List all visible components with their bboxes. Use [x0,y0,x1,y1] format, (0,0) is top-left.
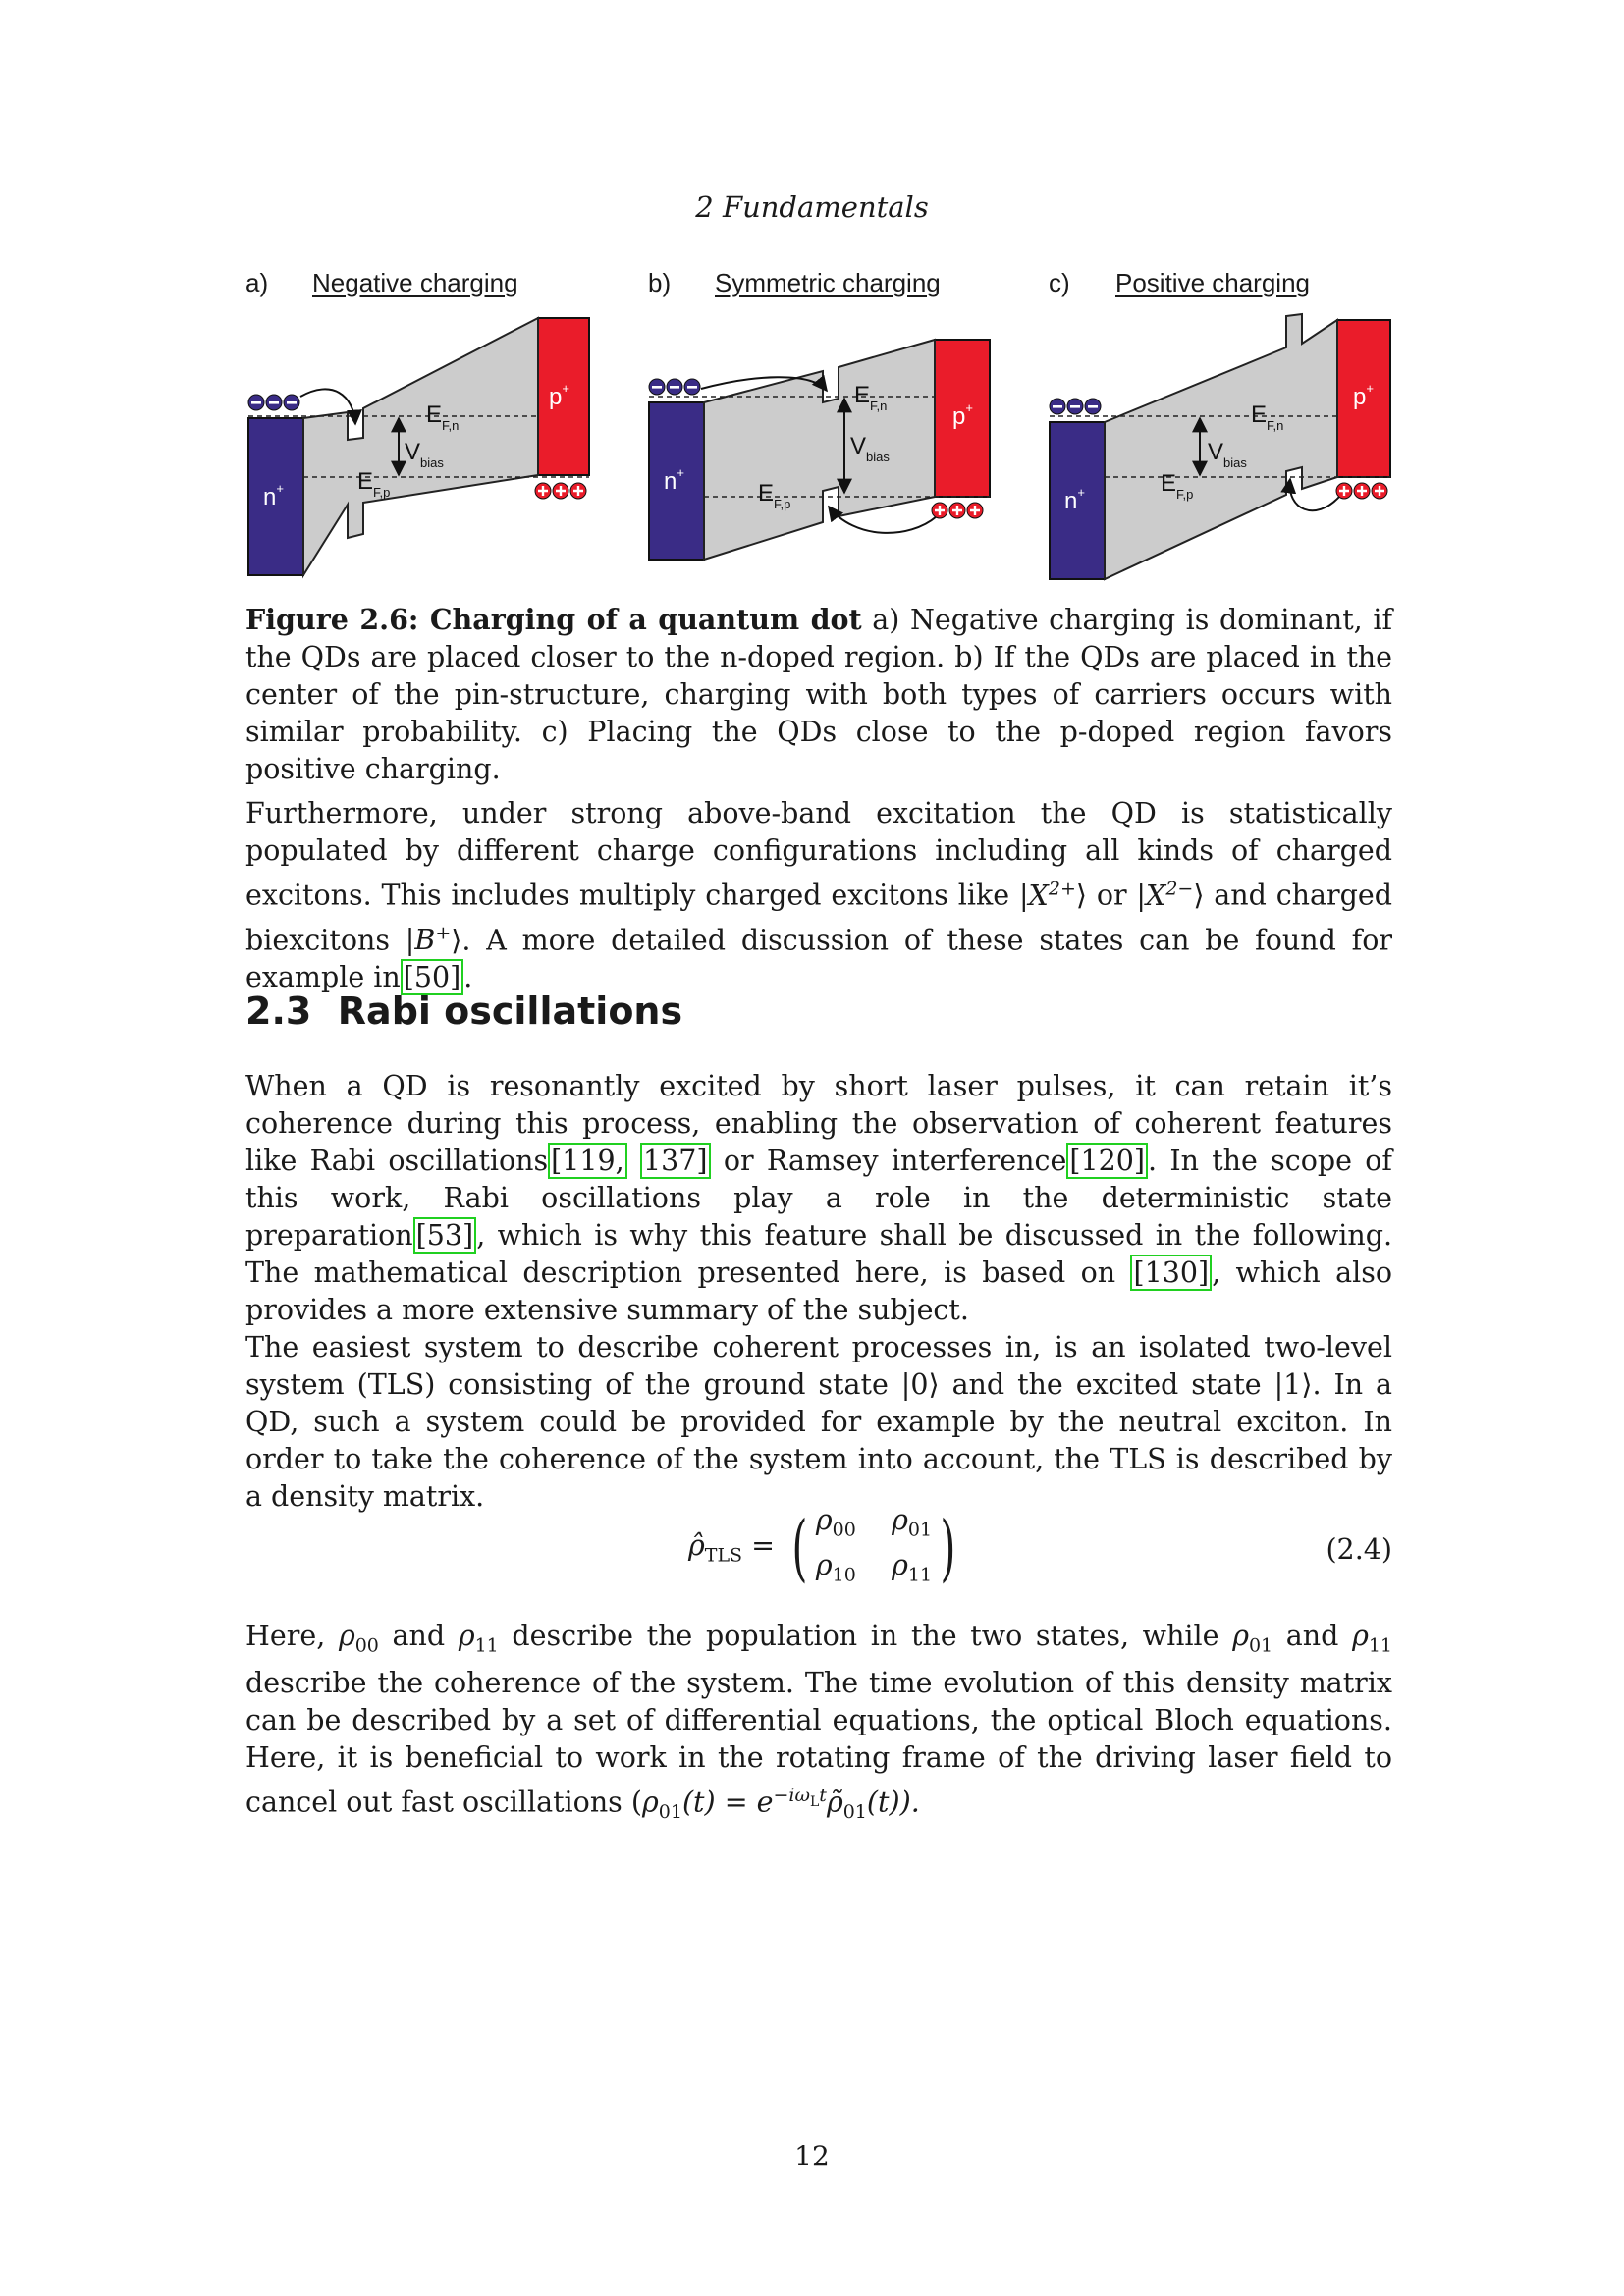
efp-label: $E_{F,p}$ [1161,470,1194,502]
band-diagram-negative [244,312,597,583]
panel-b-title: Symmetric charging [715,268,941,297]
holes [535,483,586,499]
paragraph-two-level-system: The easiest system to describe coherent processes in, is an isolated two-level system (TLS) consisting of the ground state |0⟩ and the excited state |1⟩. In a QD, such a system could be provided for example by the neutral exciton. In order to take the coherence of the system into account, the TLS is described by a density matrix. [245,1331,1392,1513]
equation-number: (2.4) [1326,1533,1392,1566]
n-plus-label: n+ [664,465,684,495]
panel-a-title: Negative charging [312,268,518,297]
panel-c-title: Positive charging [1115,268,1310,297]
citation-50[interactable]: [50] [401,959,464,995]
caption-label: Figure 2.6: Charging of a quantum dot [245,603,862,636]
vbias-label: $V_{bias}$ [405,439,444,470]
equation-density-matrix: $\rhô_{TLS}$ = ( $\rho_{00}$ $\rho_{01}$ $\rho_{10}$ $\rho_{11}$ ) [688,1504,956,1590]
p-plus-label: p+ [549,381,569,410]
paragraph-rabi-intro: When a QD is resonantly excited by short laser pulses, it can retain it’s coherence during this process, enabling the observation of coherent features like Rabi oscillations [119, 137] or Ramsey interference [120] . In the scope of this work, Rabi oscillations play a role in the deterministic state preparation [53] , which is why this feature shall be discussed in the following. The mathematical description presented here, is based on [130] , which also provides a more extensive summary of the subject. [245,1070,1392,1326]
efn-label: $E_{F,n}$ [854,382,888,413]
figure-caption [245,601,1392,788]
efp-label: $E_{F,p}$ [758,480,791,511]
section-heading [245,989,682,1033]
n-plus-label: n+ [1064,485,1085,514]
efn-label: $E_{F,n}$ [426,401,460,433]
panel-b-letter: b) [648,268,672,297]
section-title: Rabi oscillations [337,989,683,1033]
paragraph-bloch-equations: Here, $\rho_{00}$ and $\rho_{11}$ describe the population in the two states, while $\rho_{01}$ and $\rho_{11}$ describe the coherence of the system. The time evolution of this density matrix can be described by a set of differential equations, the optical Bloch equations. Here, it is beneficial to work in the rotating frame of the driving laser field to cancel out fast oscillations ($\rho_{01}(t)$ = $e^{-i\omega_Lt}\rhõ_{01}(t)$). [245,1620,1393,1823]
band-diagram-positive [1045,312,1398,583]
p-plus-label: p+ [1353,381,1374,410]
electrons [1050,399,1101,414]
holes [932,503,983,518]
citation-137[interactable]: 137] [640,1143,711,1179]
citation-53[interactable]: [53] [413,1217,477,1254]
band-gap [303,318,538,575]
efn-label: $E_{F,n}$ [1251,401,1284,433]
running-header: 2 Fundamentals [695,190,929,224]
efp-label: $E_{F,p}$ [357,468,391,500]
caption-text: a) Negative charging is dominant, if the QDs are placed closer to the n-doped region. b) If the QDs are placed in the center of the pin-structure, charging with both types of carriers occurs with similar probability. c) Placing the QDs close to the p-doped region favors positive charging. [245,604,1392,785]
page-number: 12 [794,2140,830,2172]
n-plus-label: n+ [263,481,284,510]
band-diagram-symmetric [644,312,998,583]
electrons [649,379,700,395]
paragraph-charge-configurations: Furthermore, under strong above-band excitation the QD is statistically populated by different charge configurations including all kinds of charged excitons. This includes multiply charged excitons like $|X^{2+}⟩$ or $|X^{2-}⟩$ and charged biexcitons |B+⟩. A more detailed discussion of these states can be found for example in [50] . [245,797,1392,993]
panel-a-letter: a) [245,268,269,297]
citation-130[interactable]: [130] [1130,1255,1212,1291]
section-number: 2.3 [245,989,312,1033]
electrons [248,395,299,410]
citation-119[interactable]: [119, [548,1143,627,1179]
p-plus-label: p+ [952,400,973,430]
holes [1336,483,1387,499]
citation-120[interactable]: [120] [1066,1143,1148,1179]
p-region [538,318,589,475]
panel-c-letter: c) [1049,268,1070,297]
vbias-label: $V_{bias}$ [850,433,890,464]
band-gap [704,340,935,560]
vbias-label: $V_{bias}$ [1208,439,1247,470]
